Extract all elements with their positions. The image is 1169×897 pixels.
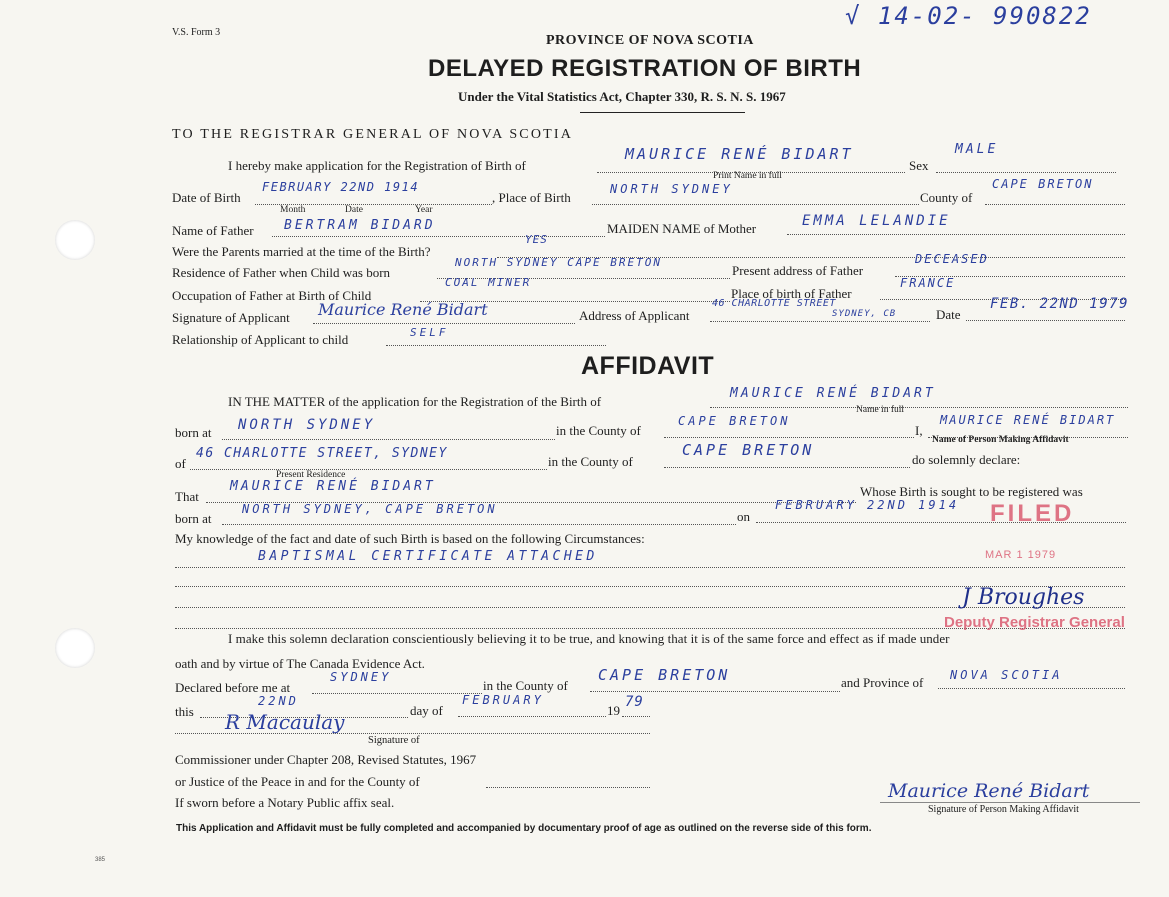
pob-line <box>592 204 919 205</box>
relationship-value: SELF <box>410 326 449 339</box>
solemn-text-2: oath and by virtue of The Canada Evidence Act. <box>175 656 425 671</box>
affiant-value: MAURICE RENÉ BIDART <box>940 413 1116 427</box>
commissioner-signature: R Macaulay <box>225 710 345 734</box>
deputy-signature: J Broughes <box>962 585 1085 610</box>
present-addr-value: DECEASED <box>915 252 989 266</box>
county3-line <box>590 691 840 692</box>
form-code: V.S. Form 3 <box>172 27 221 38</box>
born-at-line <box>222 439 555 440</box>
applicant-signature: Maurice René Bidart <box>318 300 488 319</box>
year-line <box>622 716 650 717</box>
day-of-label: day of <box>410 703 443 718</box>
print-code: 385 <box>95 857 106 863</box>
footer-note: This Application and Affidavit must be fully completed and accompanied by documentary proof of age as outlined on the reverse side of this form. <box>176 823 872 834</box>
circumstances-value: BAPTISMAL CERTIFICATE ATTACHED <box>258 549 598 564</box>
person-signature: Maurice René Bidart <box>888 780 1090 802</box>
married-label: Were the Parents married at the time of the Birth? <box>172 244 431 259</box>
date-line <box>966 320 1125 321</box>
county1-line <box>664 437 914 438</box>
whose-label: Whose Birth is sought to be registered was <box>860 484 1083 499</box>
father-pob-label: Place of birth of Father <box>731 286 852 301</box>
day-value: 22ND <box>258 694 299 708</box>
deputy-registrar-label: Deputy Registrar General <box>944 614 1125 631</box>
matter-name-value: MAURICE RENÉ BIDART <box>730 386 936 401</box>
addr-applicant-label: Address of Applicant <box>579 308 690 323</box>
addr-applicant-value: 46 CHARLOTTE STREET <box>712 298 836 309</box>
of-label: of <box>175 456 186 471</box>
father-pob-value: FRANCE <box>900 276 956 290</box>
addr-applicant-line <box>710 321 930 322</box>
solemn-text-1: I make this solemn declaration conscientiously believing it to be true, and knowing that it is of the same force and effect as if made under <box>228 631 950 646</box>
declared-label: Declared before me at <box>175 680 291 695</box>
married-value: YES <box>525 233 548 246</box>
month-value: FEBRUARY <box>462 693 544 707</box>
mother-value: EMMA LELANDIE <box>802 213 951 229</box>
sex-line <box>936 172 1116 173</box>
occupation-label: Occupation of Father at Birth of Child <box>172 288 372 303</box>
month-line <box>458 716 606 717</box>
child-name-value: MAURICE RENÉ BIDART <box>625 145 854 163</box>
justice-line: or Justice of the Peace in and for the County of <box>175 774 420 789</box>
born-at-label-2: born at <box>175 511 212 526</box>
county-value: CAPE BRETON <box>992 177 1094 191</box>
sex-value: MALE <box>955 142 999 157</box>
circumstances-line-1 <box>175 567 1125 568</box>
addressee: TO THE REGISTRAR GENERAL OF NOVA SCOTIA <box>172 127 574 142</box>
document-title: DELAYED REGISTRATION OF BIRTH <box>428 55 862 82</box>
matter-prefix: IN THE MATTER of the application for the Registration of the Birth of <box>228 394 602 409</box>
date-note: Date <box>345 205 363 215</box>
date-label: Date <box>936 307 961 322</box>
pob-label: , Place of Birth <box>492 190 571 205</box>
res-father-label: Residence of Father when Child was born <box>172 265 391 280</box>
punch-hole-top <box>55 220 95 260</box>
residence-value: 46 CHARLOTTE STREET, SYDNEY <box>196 446 448 461</box>
application-prefix: I hereby make application for the Registration of Birth of <box>228 158 526 173</box>
born-at-label: born at <box>175 425 212 440</box>
year-prefix: 19 <box>607 703 620 718</box>
that-name-value: MAURICE RENÉ BIDART <box>230 479 436 494</box>
father-line <box>272 236 605 237</box>
relationship-line <box>386 345 606 346</box>
month-note: Month <box>280 205 306 215</box>
this-label: this <box>175 704 194 719</box>
province-value: NOVA SCOTIA <box>950 668 1063 682</box>
signature-of-label: Signature of <box>368 735 420 746</box>
father-label: Name of Father <box>172 223 254 238</box>
county3-value: CAPE BRETON <box>598 666 731 684</box>
in-county-label-1: in the County of <box>556 423 641 438</box>
sig-applicant-line <box>313 323 575 324</box>
sex-label: Sex <box>909 158 929 173</box>
commissioner-sig-line <box>175 733 650 734</box>
born-at2-value: NORTH SYDNEY, CAPE BRETON <box>242 502 498 516</box>
on-date-value: FEBRUARY 22ND 1914 <box>775 498 960 512</box>
residence-line <box>190 469 547 470</box>
residence-note: Present Residence <box>276 470 346 480</box>
county3-label: in the County of <box>483 678 568 693</box>
title-rule <box>580 112 745 113</box>
dob-label: Date of Birth <box>172 190 241 205</box>
occupation-value: COAL MINER <box>445 276 532 289</box>
in-county-label-2: in the County of <box>548 454 633 469</box>
province-label: and Province of <box>841 675 924 690</box>
that-label: That <box>175 489 199 504</box>
county-line <box>985 204 1125 205</box>
born-at-value: NORTH SYDNEY <box>238 417 376 433</box>
county1-value: CAPE BRETON <box>678 414 791 428</box>
document-subtitle: Under the Vital Statistics Act, Chapter 330, R. S. N. S. 1967 <box>458 89 786 104</box>
declare-label: do solemnly declare: <box>912 452 1021 467</box>
father-value: BERTRAM BIDARD <box>284 218 436 233</box>
county2-value: CAPE BRETON <box>682 441 815 459</box>
i-label: I, <box>915 423 923 438</box>
sig-applicant-label: Signature of Applicant <box>172 310 290 325</box>
person-sig-label: Signature of Person Making Affidavit <box>928 804 1079 815</box>
present-addr-label: Present address of Father <box>732 263 864 278</box>
date-value: FEB. 22ND 1979 <box>990 296 1130 312</box>
province-line <box>938 688 1125 689</box>
declared-at-line <box>312 693 482 694</box>
province-heading: PROVINCE OF NOVA SCOTIA <box>546 33 754 48</box>
affidavit-heading: AFFIDAVIT <box>581 352 715 380</box>
res-father-value: NORTH SYDNEY CAPE BRETON <box>455 256 662 269</box>
on-label: on <box>737 509 750 524</box>
knowledge-label: My knowledge of the fact and date of such Birth is based on the following Circumstances: <box>175 531 645 546</box>
notary-line: If sworn before a Notary Public affix seal. <box>175 795 395 810</box>
born-at2-line <box>222 524 736 525</box>
commissioner-line: Commissioner under Chapter 208, Revised Statutes, 1967 <box>175 752 477 767</box>
mother-label: MAIDEN NAME of Mother <box>607 221 757 236</box>
print-name-note: Print Name in full <box>713 171 782 181</box>
filed-stamp: FILED <box>990 500 1075 527</box>
year-note: Year <box>415 205 433 215</box>
filed-stamp-date: MAR 1 1979 <box>985 549 1057 561</box>
person-sig-line <box>880 802 1140 803</box>
mother-line <box>787 234 1125 235</box>
matter-name-line <box>710 407 1128 408</box>
affiant-note: Name of Person Making Affidavit <box>932 435 1069 445</box>
county2-line <box>664 467 910 468</box>
pob-value: NORTH SYDNEY <box>610 182 733 196</box>
file-number: √ 14-02- 990822 <box>845 2 1092 30</box>
relationship-label: Relationship of Applicant to child <box>172 332 349 347</box>
punch-hole-bottom <box>55 628 95 668</box>
county-label: County of <box>920 190 973 205</box>
justice-county-line <box>486 787 650 788</box>
name-note: Name in full <box>856 405 905 415</box>
declared-at-value: SYDNEY <box>330 670 392 684</box>
year-suffix-value: 79 <box>625 694 644 710</box>
dob-value: FEBRUARY 22ND 1914 <box>262 180 420 194</box>
addr-applicant-value-2: SYDNEY, CB <box>832 309 897 319</box>
